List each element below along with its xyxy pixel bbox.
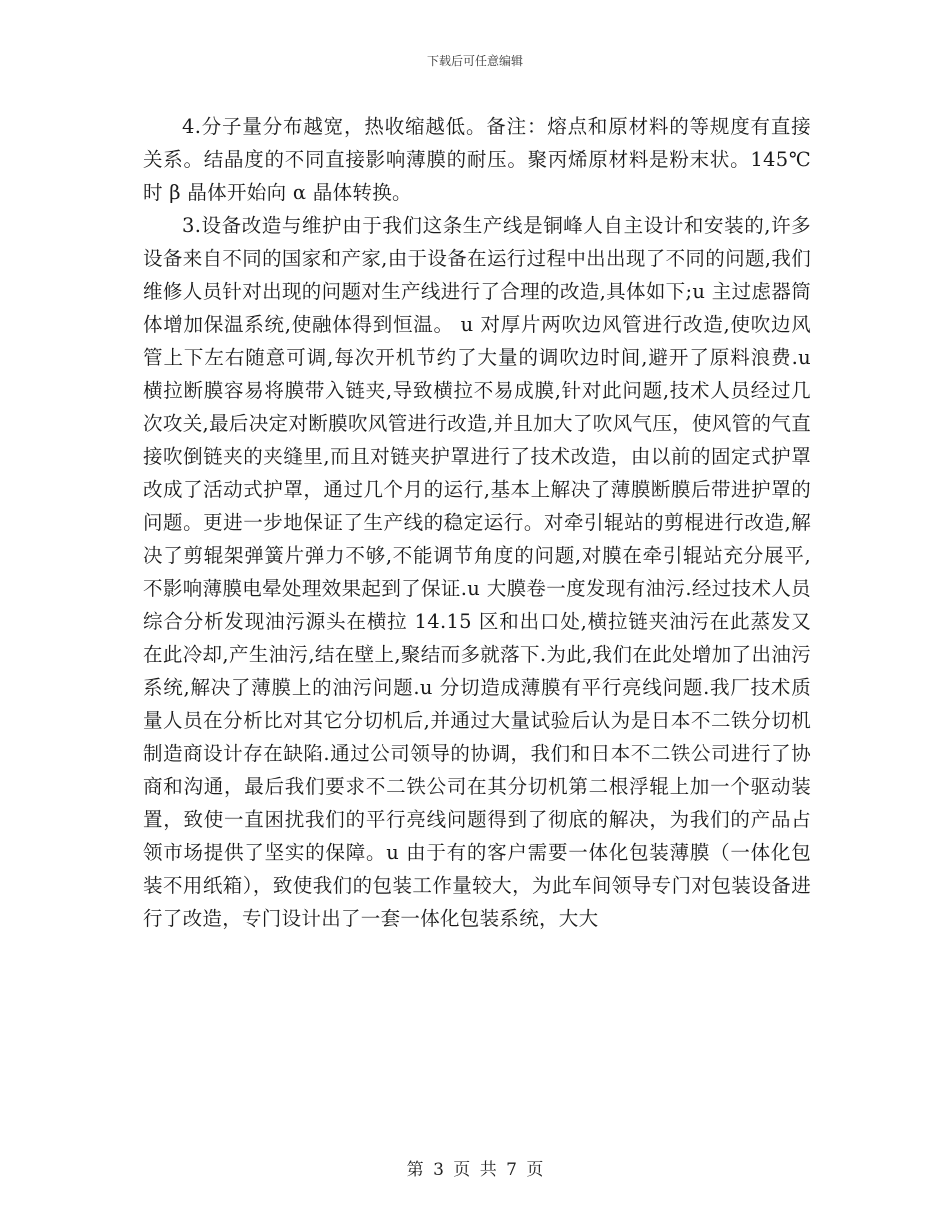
document-body	[143, 110, 811, 935]
page-header: 下载后可任意编辑	[426, 54, 523, 68]
paragraph-equipment-modification: 3.设备改造与维护由于我们这条生产线是铜峰人自主设计和安装的,许多设备来自不同的国家和产家,由于设备在运行过程中出出现了不同的问题,我们维修人员针对出现的问题对生产线进行了合理的改造,具体如下;u 主过虑器筒体增加保温系统,使融体得到恒温。 u 对厚片两吹边风管进行改造,使吹边风管上下左右随意可调,每次开机节约了大量的调吹边时间,避开了原料浪费.u 横拉断膜容易将膜带入链夹,导致横拉不易成膜,针对此问题,技术人员经过几次攻关,最后决定对断膜吹风管进行改造,并且加大了吹风气压，使风管的气直接吹倒链夹的夹缝里,而且对链夹护罩进行了技术改造，由以前的固定式护罩改成了活动式护罩，通过几个月的运行,基本上解决了薄膜断膜后带进护罩的问题。更进一步地保证了生产线的稳定运行。对牵引辊站的剪棍进行改造,解决了剪辊架弹簧片弹力不够,不能调节角度的问题,对膜在牵引辊站充分展平,不影响薄膜电晕处理效果起到了保证.u 大膜卷一度发现有油污.经过技术人员综合分析发现油污源头在横拉 14.15 区和出口处,横拉链夹油污在此蒸发又在此冷却,产生油污,结在壁上,聚结而多就落下.为此,我们在此处增加了出油污系统,解决了薄膜上的油污问题.u 分切造成薄膜有平行亮线问题.我厂技术质量人员在分析比对其它分切机后,并通过大量试验后认为是日本不二铁分切机制造商设计存在缺陷.通过公司领导的协调，我们和日本不二铁公司进行了协商和沟通，最后我们要求不二铁公司在其分切机第二根浮辊上加一个驱动装置，致使一直困扰我们的平行亮线问题得到了彻底的解决，为我们的产品占领市场提供了坚实的保障。u 由于有的客户需要一体化包装薄膜（一体化包装不用纸箱），致使我们的包装工作量较大，为此车间领导专门对包装设备进行了改造，专门设计出了一套一体化包装系统，大大	[143, 214, 811, 930]
paragraph-molecular-weight: 4.分子量分布越宽，热收缩越低。备注：熔点和原材料的等规度有直接关系。结晶度的不同直接影响薄膜的耐压。聚丙烯原材料是粉末状。145℃时 β 晶体开始向 α 晶体转换。	[143, 115, 811, 204]
page-footer: 第 3 页 共 7 页	[406, 1160, 544, 1180]
